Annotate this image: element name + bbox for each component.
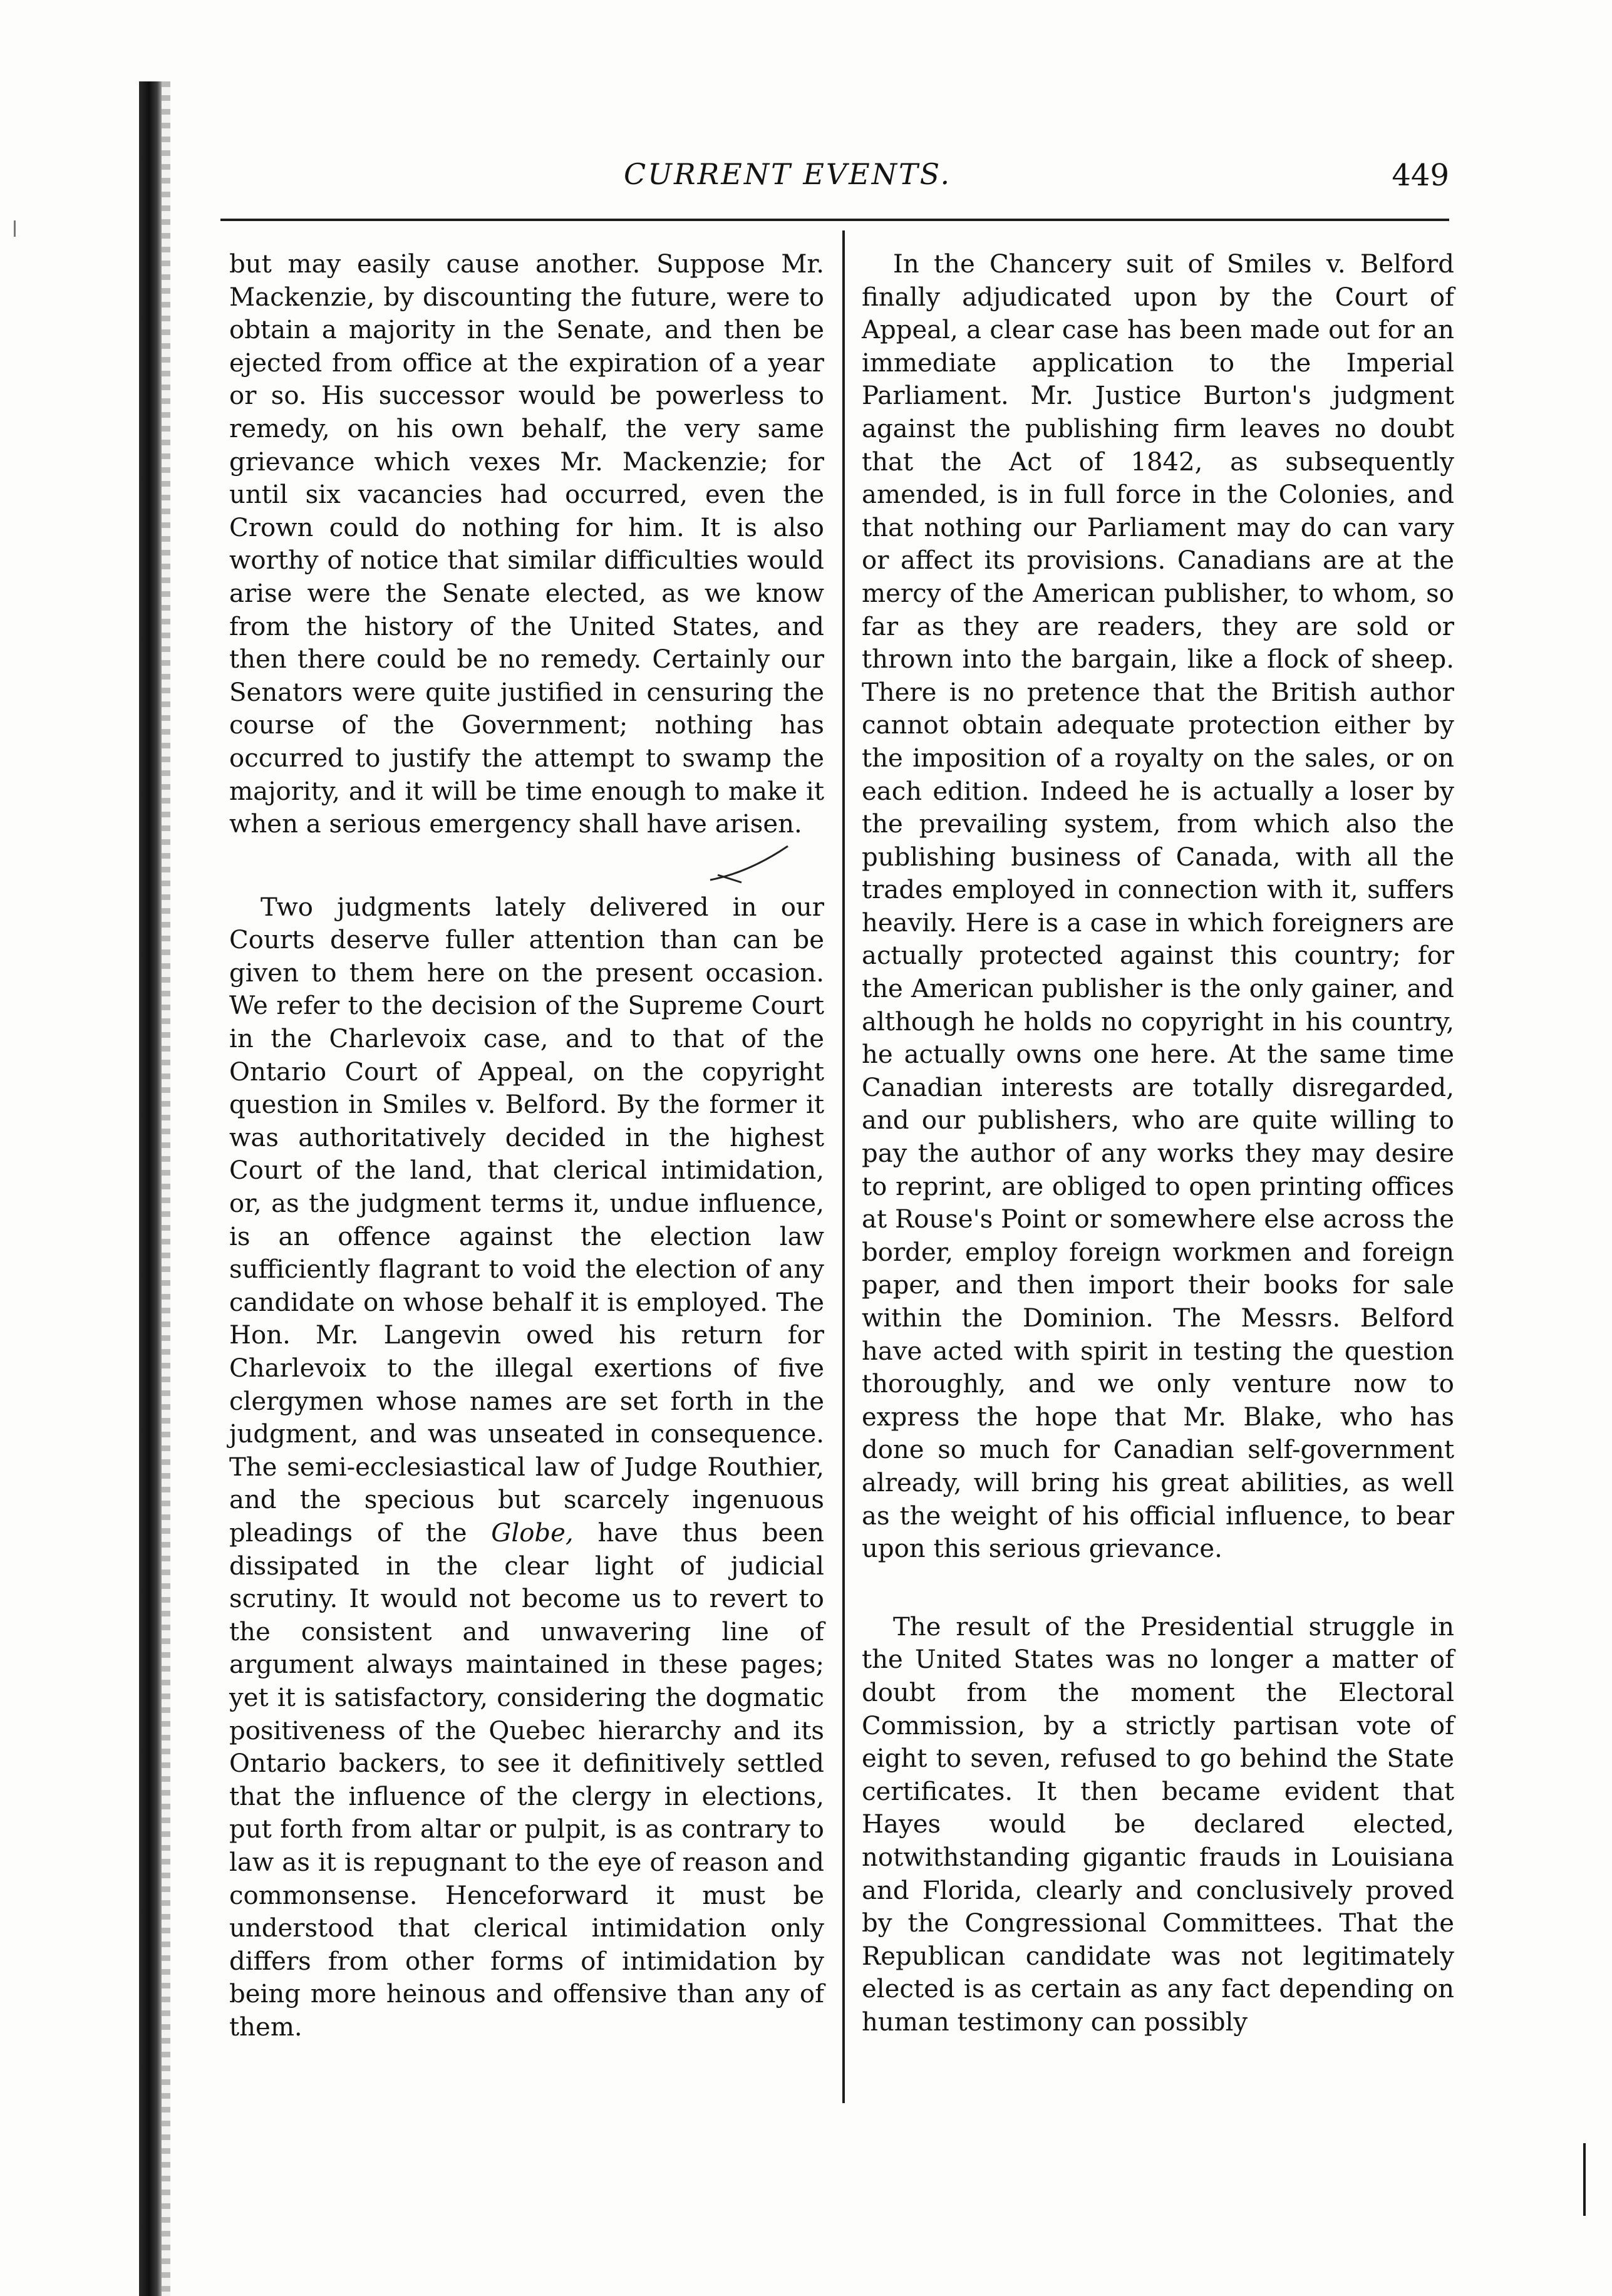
left-column	[229, 248, 824, 2044]
handwritten-paragraph-mark	[705, 842, 793, 886]
running-head: CURRENT EVENTS.	[624, 157, 952, 191]
paragraph-judgments-text-b: have thus been dissipated in the clear light of judicial scrutiny. It would not become us to revert to the consistent and unwavering line of argument always maintained in these pages; yet it is satisfactory, considering the dogmatic positiveness of the Quebec hierarchy and its Ontario backers, to see it definitively settled that the influence of the clergy in elections, put forth from altar or pulpit, is as contrary to law as it is repugnant to the eye of reason and commonsense. Henceforward it must be understood that clerical intimidation only differs from other forms of intimidation by being more heinous and offensive than any of them.	[229, 1518, 824, 2042]
page-number: 449	[1392, 158, 1449, 193]
paragraph-judgments-text-a: Two judgments lately delivered in our Courts deserve fuller attention than can be given to them here on the present occasion. We refer to the decision of the Supreme Court in the Charlevoix case, and to that of the Ontario Court of Appeal, on the copyright question in Smiles v. Belford. By the former it was authoritatively decided in the highest Court of the land, that clerical intimidation, or, as the judgment terms it, undue influence, is an offence against the election law sufficiently flagrant to void the election of any candidate on whose behalf it is employed. The Hon. Mr. Langevin owed his return for Charlevoix to the illegal exertions of five clergymen whose names are set forth in the judgment, and was unseated in consequence. The semi-ecclesiastical law of Judge Routhier, and the specious but scarcely ingenuous pleadings of the	[229, 892, 824, 1548]
column-divider	[842, 230, 845, 2103]
margin-mark-right	[1583, 2143, 1586, 2216]
margin-mark	[14, 220, 16, 237]
right-column	[862, 248, 1454, 2039]
page-header	[225, 148, 1449, 204]
paragraph-judgments	[229, 891, 824, 2044]
newspaper-title: Globe,	[491, 1518, 574, 1548]
paragraph-presidential: The result of the Presidential struggle in the United States was no longer a matter of doubt from the moment the Electoral Commission, by a strictly partisan vote of eight to seven, refused to go behind the State certificates. It then became evident that Hayes would be declared elected, notwithstanding gigantic frauds in Louisiana and Florida, clearly and conclusively proved by the Congressional Committees. That the Republican candidate was not legitimately elected is as certain as any fact depending on human testimony can possibly	[862, 1612, 1454, 2037]
paragraph-senate: but may easily cause another. Suppose Mr. Mackenzie, by discounting the future, were to obtain a majority in the Senate, and then be ejected from office at the expiration of a year or so. His successor would be powerless to remedy, on his own behalf, the very same grievance which vexes Mr. Mackenzie; for until six vacancies had occurred, even the Crown could do nothing for him. It is also worthy of notice that similar difficulties would arise were the Senate elected, as we know from the history of the United States, and then there could be no remedy. Certainly our Senators were quite justified in censuring the course of the Government; nothing has occurred to justify the attempt to swamp the majority, and it will be time enough to make it when a serious emergency shall have arisen.	[229, 250, 824, 839]
scanned-binding-edge	[139, 81, 162, 2296]
header-rule	[220, 219, 1449, 221]
paragraph-copyright: In the Chancery suit of Smiles v. Belford finally adjudicated upon by the Court of Appeal, a clear case has been made out for an immediate application to the Imperial Parliament. Mr. Justice Burton's judgment against the publishing firm leaves no doubt that the Act of 1842, as subsequently amended, is in full force in the Colonies, and that nothing our Parliament may do can vary or affect its provisions. Canadians are at the mercy of the American publisher, to whom, so far as they are readers, they are sold or thrown into the bargain, like a flock of sheep. There is no pretence that the British author cannot obtain adequate protection either by the imposition of a royalty on the sales, or on each edition. Indeed he is actually a loser by the prevailing system, from which also the publishing business of Canada, with all the trades employed in connection with it, suffers heavily. Here is a case in which foreigners are actually protected against this country; for the American publisher is the only gainer, and although he holds no copyright in his country, he actually owns one here. At the same time Canadian interests are totally disregarded, and our publishers, who are quite willing to pay the author of any works they may desire to reprint, are obliged to open printing offices at Rouse's Point or somewhere else across the border, employ foreign workmen and foreign paper, and then import their books for sale within the Dominion. The Messrs. Belford have acted with spirit in testing the question thoroughly, and we only venture now to express the hope that Mr. Blake, who has done so much for Canadian self-government already, will bring his great abilities, as well as the weight of his official influence, to bear upon this serious grievance.	[862, 250, 1454, 1564]
